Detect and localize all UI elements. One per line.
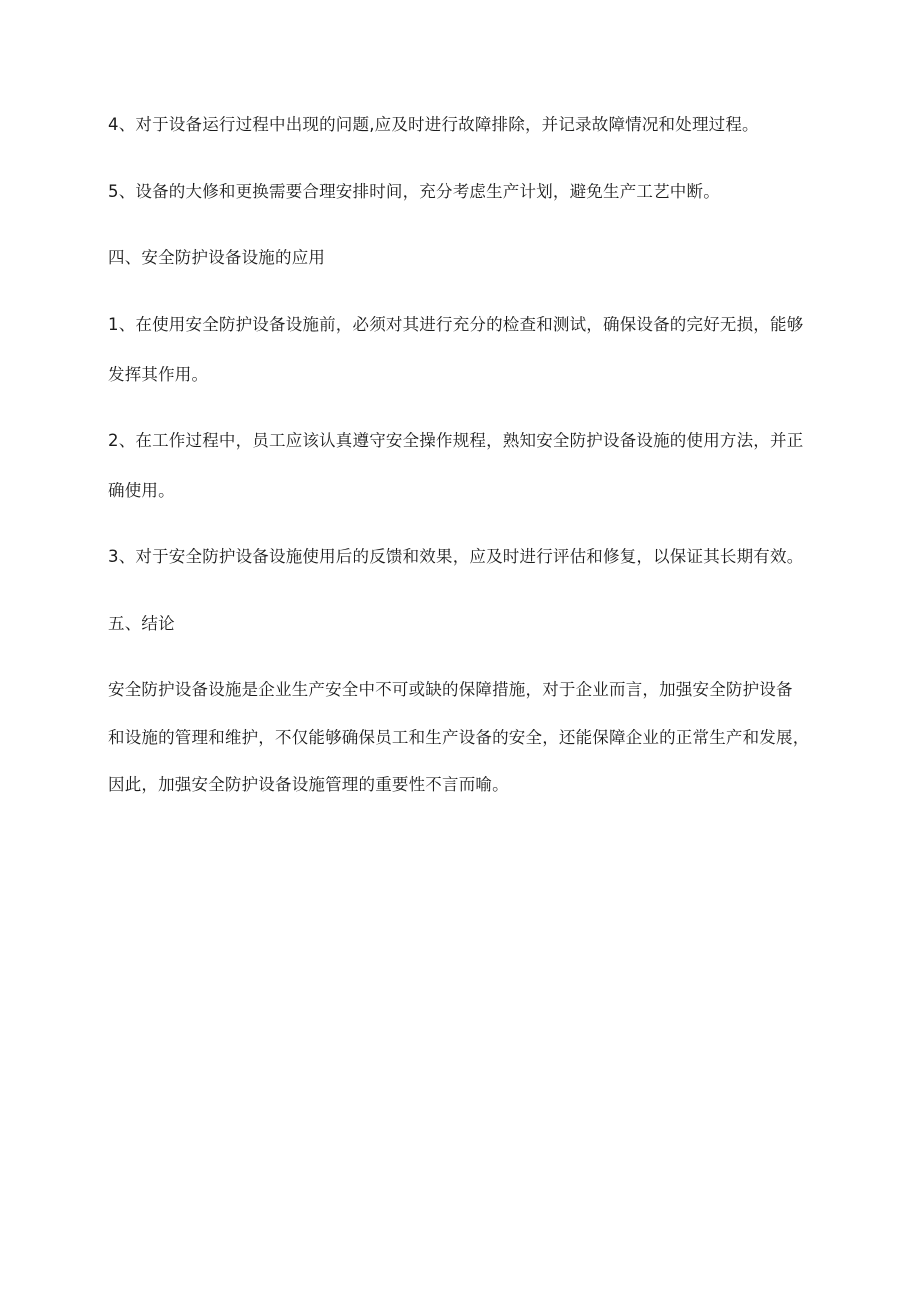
paragraph-line: 和设施的管理和维护，不仅能够确保员工和生产设备的安全，还能保障企业的正常生产和发展， bbox=[108, 728, 810, 747]
paragraph-line: 1、在使用安全防护设备设施前，必须对其进行充分的检查和测试，确保设备的完好无损，能够 bbox=[108, 315, 804, 334]
paragraph-line: 确使用。 bbox=[108, 481, 175, 500]
paragraph-line: 因此，加强安全防护设备设施管理的重要性不言而喻。 bbox=[108, 775, 509, 794]
section-heading-4: 四、安全防护设备设施的应用 bbox=[108, 248, 326, 267]
paragraph-line: 发挥其作用。 bbox=[108, 365, 209, 384]
paragraph-line: 2、在工作过程中，员工应该认真遵守安全操作规程，熟知安全防护设备设施的使用方法，并正 bbox=[108, 431, 804, 450]
list-item-5: 5、设备的大修和更换需要合理安排时间，充分考虑生产计划，避免生产工艺中断。 bbox=[108, 182, 720, 201]
paragraph-line: 安全防护设备设施是企业生产安全中不可或缺的保障措施，对于企业而言，加强安全防护设备 bbox=[108, 680, 793, 699]
section-heading-5: 五、结论 bbox=[108, 614, 175, 633]
list-item-4: 4、对于设备运行过程中出现的问题,应及时进行故障排除，并记录故障情况和处理过程。 bbox=[108, 115, 759, 134]
paragraph-line: 3、对于安全防护设备设施使用后的反馈和效果，应及时进行评估和修复，以保证其长期有效。 bbox=[108, 547, 804, 566]
